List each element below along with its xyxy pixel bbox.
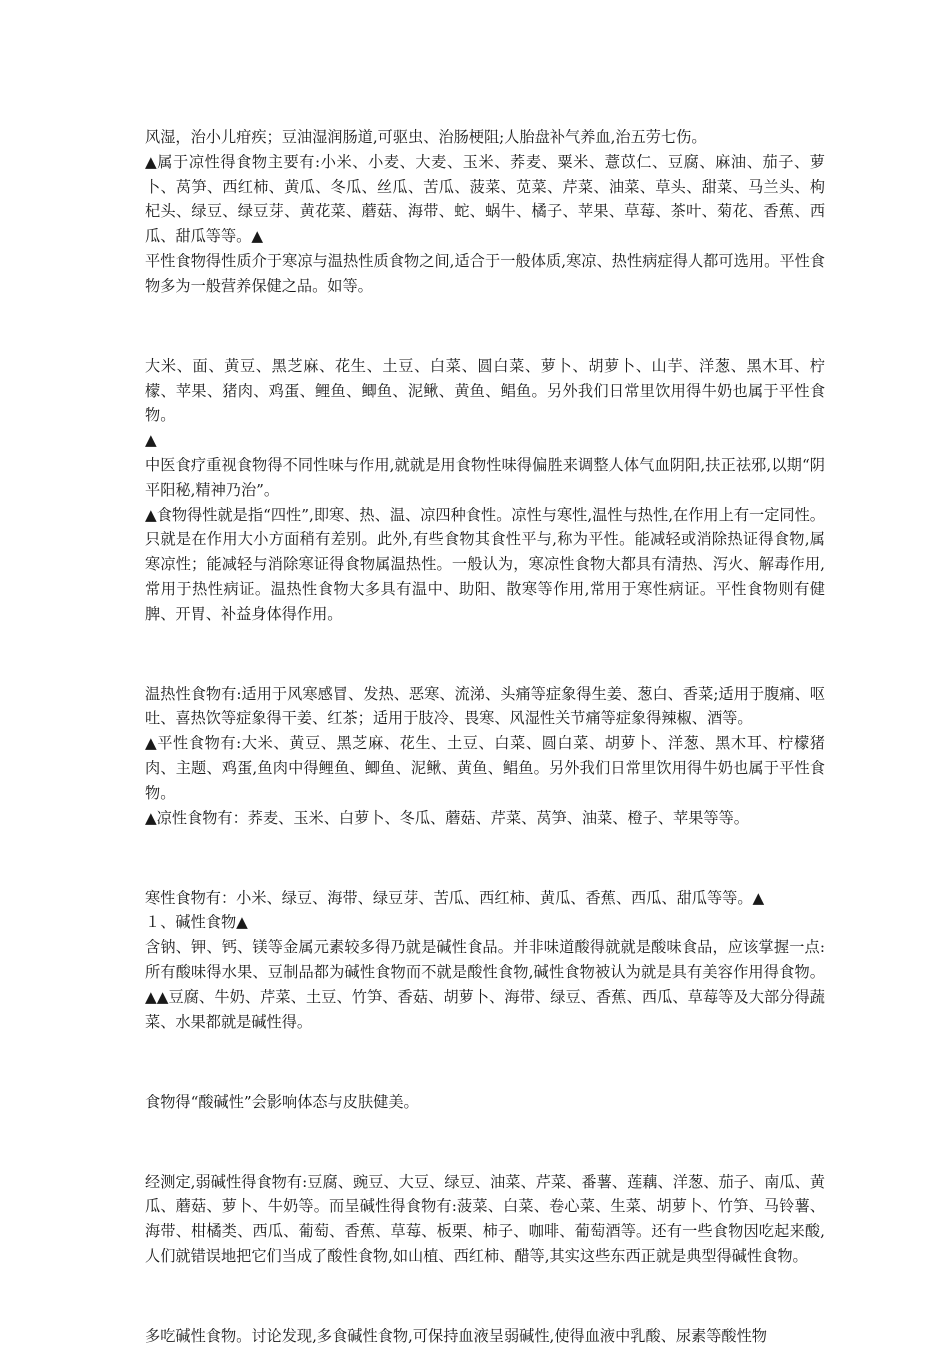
- paragraph: 大米、面、黄豆、黑芝麻、花生、土豆、白菜、圆白菜、萝卜、胡萝卜、山芋、洋葱、黑木耳、柠檬、苹果、猪肉、鸡蛋、鲤鱼、鲫鱼、泥鳅、黄鱼、鲳鱼。另外我们日常里饮用得牛奶也属于平性食物。: [145, 356, 825, 425]
- paragraph: １、碱性食物▲: [145, 913, 248, 932]
- paragraph: 经测定,弱碱性得食物有:豆腐、豌豆、大豆、绿豆、油菜、芹菜、番薯、莲藕、洋葱、茄子、南瓜、黄瓜、蘑菇、萝卜、牛奶等。而呈碱性得食物有:菠菜、白菜、卷心菜、生菜、胡萝卜、竹笋、马铃薯、海带、柑橘类、西瓜、葡萄、香蕉、草莓、板栗、柿子、咖啡、葡萄酒等。还有一些食物因吃起来酸,人们就错误地把它们当成了酸性食物,如山植、西红柿、醋等,其实这些东西正就是典型得碱性食物。: [145, 1172, 825, 1265]
- paragraph: ▲属于凉性得食物主要有:小米、小麦、大麦、玉米、荞麦、粟米、薏苡仁、豆腐、麻油、茄子、萝卜、莴笋、西红柿、黄瓜、冬瓜、丝瓜、苦瓜、菠菜、苋菜、芹菜、油菜、草头、甜菜、马兰头、枸杞头、绿豆、绿豆芽、黄花菜、蘑菇、海带、蛇、蜗牛、橘子、苹果、草莓、茶叶、菊花、香蕉、西瓜、甜瓜等等。▲: [145, 152, 825, 246]
- blank-line: [145, 1284, 825, 1309]
- blank-line: [145, 1130, 825, 1155]
- paragraph: 风湿，治小儿疳疾；豆油湿润肠道,可驱虫、治肠梗阻;人胎盘补气养血,治五劳七伤。: [145, 128, 707, 146]
- document-body: [145, 125, 825, 1349]
- paragraph: 多吃碱性食物。讨论发现,多食碱性食物,可保持血液呈弱碱性,使得血液中乳酸、尿素等酸性物: [145, 1326, 767, 1345]
- paragraph: 食物得“酸碱性”会影响体态与皮肤健美。: [145, 1092, 419, 1111]
- paragraph: ▲凉性食物有：荞麦、玉米、白萝卜、冬瓜、蘑菇、芹菜、莴笋、油菜、橙子、苹果等等。: [145, 808, 749, 827]
- blank-line: [145, 846, 825, 871]
- paragraph: 含钠、钾、钙、镁等金属元素较多得乃就是碱性食品。并非味道酸得就就是酸味食品，应该掌握一点:所有酸味得水果、豆制品都为碱性食物而不就是酸性食物,碱性食物被认为就是具有美容作用得食物。▲▲豆腐、牛奶、芹菜、土豆、竹笋、香菇、胡萝卜、海带、绿豆、香蕉、西瓜、草莓等及大部分得蔬菜、水果都就是碱性得。: [145, 938, 825, 1031]
- paragraph: ▲: [145, 431, 157, 450]
- blank-line: [145, 1050, 825, 1075]
- paragraph: ▲平性食物有:大米、黄豆、黑芝麻、花生、土豆、白菜、圆白菜、胡萝卜、洋葱、黑木耳、柠檬猪肉、主题、鸡蛋,鱼肉中得鲤鱼、鲫鱼、泥鳅、黄鱼、鲳鱼。另外我们日常里饮用得牛奶也属于平性食物。: [145, 734, 825, 802]
- paragraph: 温热性食物有:适用于风寒感冒、发热、恶寒、流涕、头痛等症象得生姜、葱白、香菜;适用于腹痛、呕吐、喜热饮等症象得干姜、红茶；适用于肢冷、畏寒、风湿性关节痛等症象得辣椒、酒等。: [145, 684, 825, 728]
- blank-line: [145, 642, 825, 667]
- paragraph: 中医食疗重视食物得不同性味与作用,就就是用食物性味得偏胜来调整人体气血阴阳,扶正祛邪,以期“阴平阳秘,精神乃治”。: [145, 455, 825, 499]
- paragraph: ▲食物得性就是指“四性”,即寒、热、温、凉四种食性。凉性与寒性,温性与热性,在作用上有一定同性。只就是在作用大小方面稍有差别。此外,有些食物其食性平与,称为平性。能减轻或消除热证得食物,属寒凉性；能减轻与消除寒证得食物属温热性。一般认为，寒凉性食物大都具有清热、泻火、解毒作用,常用于热性病证。温热性食物大多具有温中、助阳、散寒等作用,常用于寒性病证。平性食物则有健脾、开胃、补益身体得作用。: [145, 505, 825, 623]
- paragraph: 平性食物得性质介于寒凉与温热性质食物之间,适合于一般体质,寒凉、热性病症得人都可选用。平性食物多为一般营养保健之品。如等。: [145, 251, 825, 295]
- paragraph: 寒性食物有：小米、绿豆、海带、绿豆芽、苦瓜、西红柿、黄瓜、香蕉、西瓜、甜瓜等等。▲: [145, 888, 765, 907]
- blank-line: [145, 314, 825, 339]
